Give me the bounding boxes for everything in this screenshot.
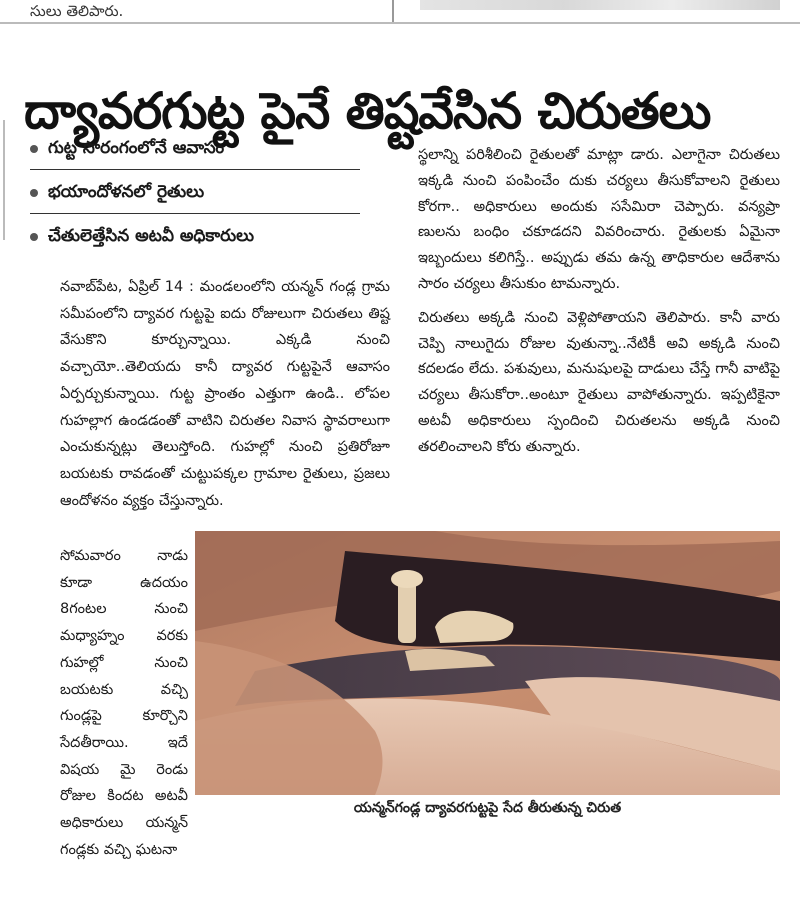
bullet-icon <box>30 233 38 241</box>
top-column-divider <box>392 0 394 22</box>
article-column-right <box>418 143 780 461</box>
article-column-left-narrow <box>60 543 188 863</box>
article-paragraph: చిరుతలు అక్కడి నుంచి వెళ్లిపోతాయని తెలిపారు. కానీ వారు చెప్పి నాలుగైదు రోజుల వుతున్నా..నేటికీ అవి అక్కడి నుంచి కదలడం లేదు. పశువులు, మనుషులపై దాడులు చేస్తే గానీ వాటిపై చర్యలు తీసుకోరా..అంటూ రైతులు వాపోతున్నారు. ఇప్పటికైనా అటవీ అధికారులు స్పందించి చిరుతలను అక్కడి నుంచి తరలించాలని కోరు తున్నారు. <box>418 309 780 455</box>
subheading-text: గుట్ట సొరంగంలోనే ఆవాసం <box>48 138 225 158</box>
subheading-item <box>30 178 360 214</box>
leopard-photo <box>195 531 780 795</box>
top-rule <box>0 22 800 24</box>
article-paragraph: నవాబ్‌పేట, ఏప్రిల్ 14 : మండలంలోని యన్మన్ గండ్ల గ్రామ సమీపంలోని ద్యావర గుట్టపై ఐదు రోజులుగా చిరుతలు తిష్ట వేసుకొని కూర్చున్నాయి. ఎక్కడి నుంచి వచ్చాయో..తెలియదు కానీ ద్యావర గుట్టపైనే ఆవాసం ఏర్పర్చుకున్నాయి. గుట్ట ప్రాంతం ఎత్తుగా ఉండి.. లోపల గుహల్లాగ ఉండడంతో వాటిని చిరుతల నివాస స్థావరాలుగా ఎంచుకున్నట్లు తెలుస్తోంది. గుహల్లో నుంచి ప్రతిరోజూ బయటకు రావడంతో చుట్టుపక్కల గ్రామాల రైతులు, ప్రజలు ఆందోళనం వ్యక్తం చేస్తున్నారు. <box>60 279 390 509</box>
subheading-text: చేతులెత్తేసిన అటవీ అధికారులు <box>48 226 255 246</box>
subheading-item <box>30 222 360 257</box>
subheading-list <box>30 134 360 265</box>
previous-article-strip <box>0 0 800 26</box>
article-column-left <box>60 274 390 514</box>
article-paragraph: స్థలాన్ని పరిశీలించి రైతులతో మాట్లా డారు. ఎలాగైనా చిరుతలు ఇక్కడి నుంచి పంపించేం దుకు చర్యలు తీసుకోవాలని రైతులు కోరగా.. అధికారులు అందుకు ససేమిరా చెప్పారు. వన్యప్రా ణులను బంధిం చకూడదని వివరించారు. రైతులకు ఏమైనా ఇబ్బందులు కలిగిస్తే.. అప్పుడు తమ ఉన్న తాధికారుల ఆదేశాను సారం చర్యలు తీసుకుం టామన్నారు. <box>418 147 780 292</box>
previous-article-fragment: సులు తెలిపారు. <box>30 2 124 20</box>
photo-caption: యన్మన్‌గండ్ల ద్యావరగుట్టపై సేద తీరుతున్న చిరుత <box>353 800 622 816</box>
article-headline: ద్యావరగుట్ట పైనే తిష్టవేసిన చిరుతలు <box>24 81 711 140</box>
subheading-text: భయాందోళనలో రైతులు <box>48 182 205 202</box>
article-paragraph: సోమవారం నాడు కూడా ఉదయం 8గంటల నుంచి మధ్యాహ్నం వరకు గుహల్లో నుంచి బయటకు వచ్చి గుండ్లపై కూర్చొని సేదతీరాయి. ఇదే విషయ మై రెండు రోజుల కిందట అటవీ అధికారులు యన్మన్ గండ్లకు వచ్చి ఘటనా <box>60 548 188 858</box>
left-edge-rule <box>3 120 5 240</box>
subheading-item <box>30 134 360 170</box>
bullet-icon <box>30 189 38 197</box>
bullet-icon <box>30 145 38 153</box>
cropped-text-fragment <box>420 0 780 10</box>
rock-cave-image <box>195 531 780 795</box>
